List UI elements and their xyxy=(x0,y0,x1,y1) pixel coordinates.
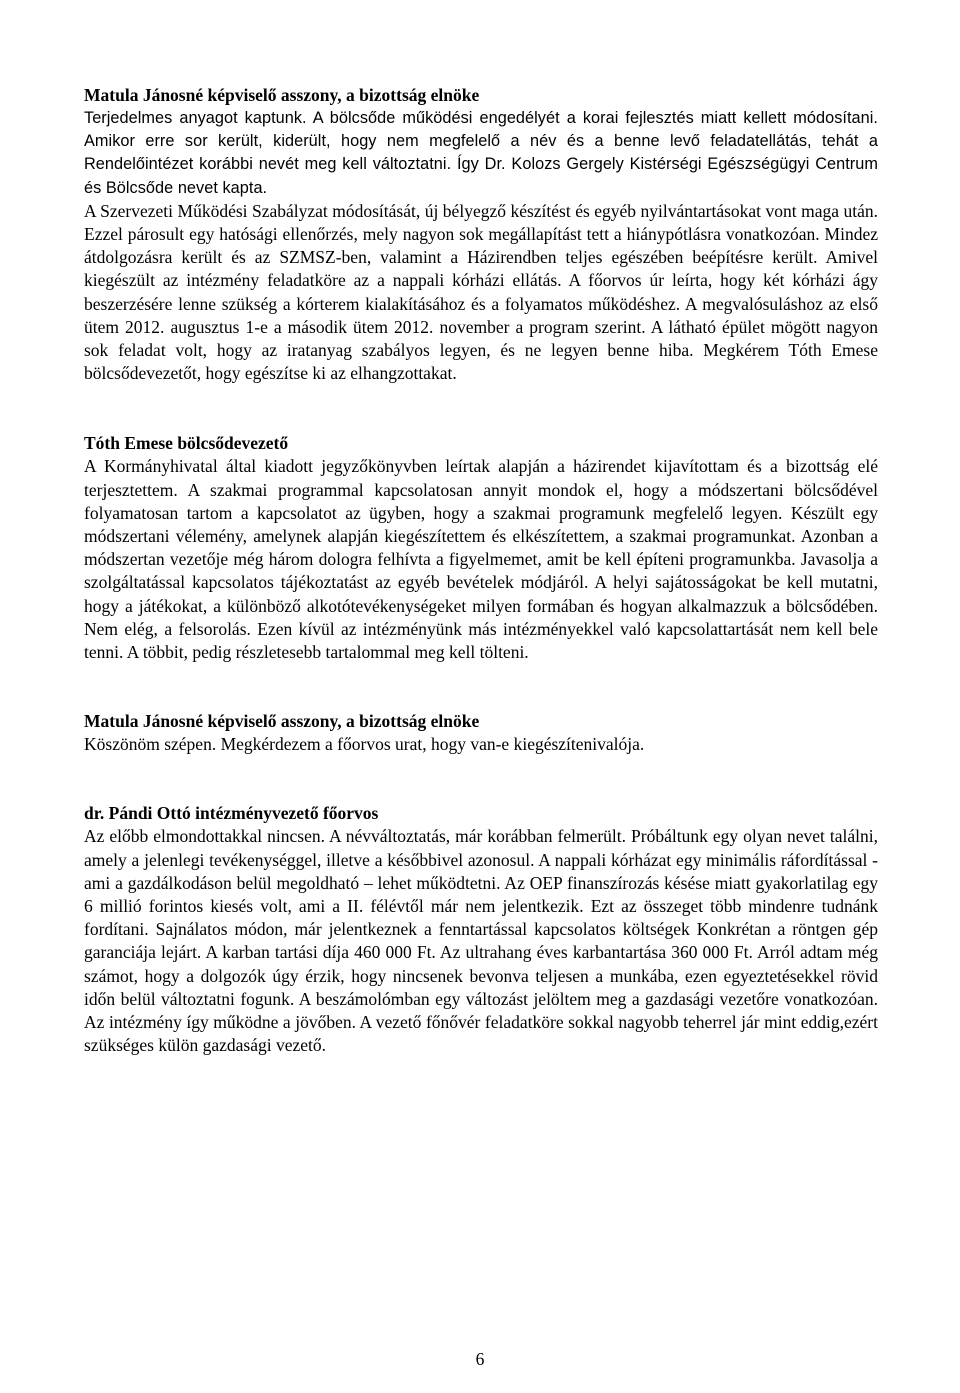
speaker-name: Matula Jánosné képviselő asszony, a bizottság elnöke xyxy=(84,85,480,105)
document-page xyxy=(84,84,878,1058)
speaker-name: Matula Jánosné képviselő asszony, a bizottság elnöke xyxy=(84,711,480,732)
section-chair-opening xyxy=(84,84,878,385)
spacer xyxy=(84,385,878,432)
page-number: 6 xyxy=(475,1349,485,1369)
speaker-name: Tóth Emese bölcsődevezető xyxy=(84,433,289,454)
paragraph-text: Köszönöm szépen. Megkérdezem a főorvos urat, hogy van-e kiegészítenivalója. xyxy=(84,734,645,755)
section-nursery-head xyxy=(84,432,878,664)
paragraph-intro: Terjedelmes anyagot kaptunk. A bölcsőde működési engedélyét a korai fejlesztés miatt kellett módosítani. Amikor erre sor került, kiderült, hogy nem megfelelő a név és a benne levő feladatellátás, tehát a Rendelőintézet korábbi nevét meg kell változtatni. Így Dr. Kolozs Gergely Kistérségi Egészségügyi Centrum és Bölcsőde nevet kapta. xyxy=(84,109,878,197)
section-chair-followup xyxy=(84,710,878,756)
speaker-name: dr. Pándi Ottó intézményvezető főorvos xyxy=(84,803,379,824)
spacer xyxy=(84,664,878,710)
paragraph-text: A Szervezeti Működési Szabályzat módosítását, új bélyegző készítést és egyéb nyilvántartásokat vont maga után. Ezzel párosult egy hatósági ellenőrzés, mely nagyon sok megállapítást tett a hiánypótlásra vonatkozóan. Mindez átdolgozásra került és az SZMSZ-ben, valamint a Házirendben teljes egészében beépítésre került. Amivel kiegészült az intézmény feladatköre az a nappali kórházi ellátás. A főorvos úr leírta, hogy két kórházi ágy beszerzésére lenne szükség a kórterem kialakításához és a folyamatos működéshez. A megvalósuláshoz az első ütem 2012. augusztus 1-e a második ütem 2012. november a program szerint. A látható épület mögött nagyon sok feladat volt, hogy az iratanyag szabályos legyen, és ne legyen benne hiba. Megkérem Tóth Emese bölcsődevezetőt, hogy egészítse ki az elhangzottakat. xyxy=(84,200,878,384)
spacer xyxy=(84,756,878,802)
paragraph-text: A Kormányhivatal által kiadott jegyzőkönyvben leírtak alapján a házirendet kijavítottam és a bizottság elé terjesztettem. A szakmai programmal kapcsolatosan annyit mondok el, hogy a módszertani bölcsődével folyamatosan tartom a kapcsolatot az ügyben, hogy a szakmai programunk megfelelő legyen. Készült egy módszertani vélemény, amelynek alapján kiegészítettem és elkészítettem, a szakmai programunkat. Azonban a módszertan vezetője még három dologra felhívta a figyelmemet, amit be kell építeni programunkba. Javasolja a szolgáltatással kapcsolatos tájékoztatást az egyéb bevételek módjáról. A helyi sajátosságokat be kell mutatni, hogy a játékokat, a különböző alkotótevékenységeket milyen formában és hogyan alkalmazzuk a bölcsődében. Nem elég, a felsorolás. Ezen kívül az intézményünk más intézményekkel való kapcsolattartását nem kell bele tenni. A többit, pedig részletesebb tartalommal meg kell tölteni. xyxy=(84,456,878,663)
section-chief-physician xyxy=(84,802,878,1057)
paragraph-text: Az előbb elmondottakkal nincsen. A névváltoztatás, már korábban felmerült. Próbáltunk egy olyan nevet találni, amely a jelenlegi tevékenységgel, illetve a későbbivel azonosul. A nappali kórházat egy minimális ráfordítással - ami a gazdálkodáson belül megoldható – lehet működtetni. Az OEP finanszírozás késése miatt gyakorlatilag egy 6 millió forintos kiesés volt, ami a II. félévtől már nem jelentkezik. Ezt az összeget több mindenre tudnánk fordítani. Sajnálatos módon, már jelentkeznek a fenntartással kapcsolatos költségek Konkrétan a röntgen gép garanciája lejárt. A karban tartási díja 460 000 Ft. Az ultrahang éves karbantartása 360 000 Ft. Arról adtam még számot, hogy a dolgozók úgy érzik, hogy nincsenek bevonva teljesen a munkába, ezen egyeztetésekkel rövid időn belül változtatni fogunk. A beszámolómban egy változást jelöltem meg a gazdasági vezetőre vonatkozóan. Az intézmény így működne a jövőben. A vezető főnővér feladatköre sokkal nagyobb teherrel jár mint eddig,ezért szükséges külön gazdasági vezető. xyxy=(84,826,878,1056)
